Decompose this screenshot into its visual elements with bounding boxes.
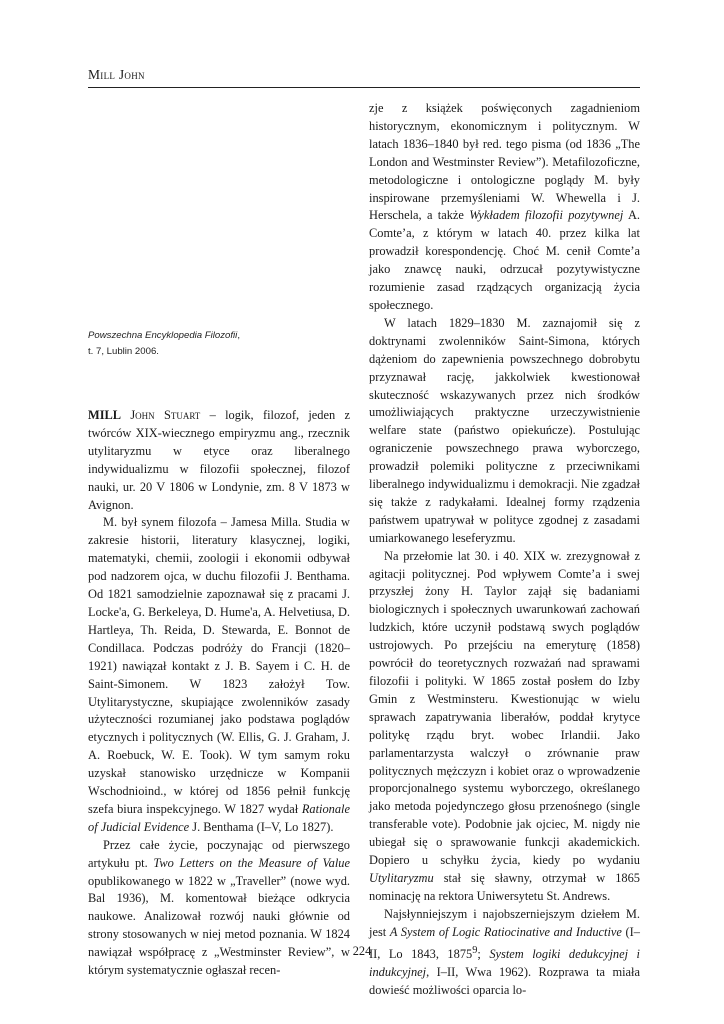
superscript: 9 xyxy=(472,944,478,956)
source-note xyxy=(88,328,338,360)
paragraph: W latach 1829–1830 M. zaznajomił się z doktrynami zwolenników Saint-Simona, których dążeniom do zapewnienia powszechnego dobrobytu przyznawał rację, jakkolwiek kwestionował skuteczność wskazywanych przez nich środków umożliwiających praktyczne urzeczywistnienie welfare state (państwo opiekuńcze). Postulując ograniczenie powszechnego prawa wyborczego, prowadził polemiki polityczne z przeciwnikami liberalnego indywidualizmu i demokracji. Nie zgadzał się także z radykałami. Idealnej formy rządzenia państwem upatrywał w polityce zgodnej z zasadami umiarkowanego leseferyzmu. xyxy=(369,315,640,545)
paragraph: Na przełomie lat 30. i 40. XIX w. zrezygnował z agitacji politycznej. Pod wpływem Comte’a i swej przyszłej żony H. Taylor zajął się badaniami biologicznych i społecznych uwarunkowań zachowań ludzkich, które uczynił podstawą swych poglądów ustrojowych. Po przejściu na emeryturę (1858) powrócił do teoretycznych rozważań nad sprawami filozofii i polityki. W 1865 został posłem do Izby Gmin z Westminsteru. Kwestionując w wielu sprawach zapatrywania liberałów, poddał krytyce politykę rządu bryt. wobec Irlandii. Jako parlamentarzysta walczył o zrównanie praw politycznych mężczyzn i kobiet oraz o wprowadzenie proporcjonalnego systemu wyborczego, określanego jako metoda pojedynczego głosu przenośnego (single transferable vote). Podobnie jak ojciec, M. nigdy nie ubiegał się o sprawowanie funkcji akademickich. Dopiero u schyłku życia, kiedy po wydaniu Utylitaryzmu stał się sławny, otrzymał w 1865 nominację na rektora Uniwersytetu St. Andrews. xyxy=(369,548,640,903)
paragraph: Najsłynniejszym i najobszerniejszym dziełem M. jest A System of Logic Ratiocinative and Inductive (I–II, Lo 1843, 1875$^9$; System logiki dedukcyjnej i indukcyjnej, I–II, Wwa 1962). Rozprawa ta miała dowieść możliwości oparcia lo- xyxy=(369,906,640,997)
paragraph: zje z książek poświęconych zagadnieniom historycznym, ekonomicznym i politycznym. W latach 1836–1840 był red. tego pisma (od 1836 „The London and Westminster Review”). Metafilozoficzne, metodologiczne i ontologiczne poglądy M. były inspirowane przemyśleniami W. Whewella i J. Herschela, a także Wykładem filozofii pozytywnej A. Comte’a, z którym w latach 40. przez kilka lat prowadził korespondencję. Choć M. cenił Comte’a jako znawcę nauki, odrzucał pozytywistyczne rozumienie zasad rządzących organizacją życia społecznego. xyxy=(369,101,640,312)
paragraph: Przez całe życie, poczynając od pierwszego artykułu pt. Two Letters on the Measure of Value opublikowanego w 1822 w „Traveller” (nowe wyd. Bal 1936), M. komentował bieżące odkrycia naukowe. Analizował rozwój nauki głównie od strony stosowanych w niej metod poznania. W 1824 nawiązał współpracę z „Westminster Review”, w którym systematycznie ogłaszał recen- xyxy=(88,837,350,978)
header-title: Mill John xyxy=(88,67,145,82)
left-column xyxy=(88,407,350,980)
page-number: 224 xyxy=(352,944,372,958)
source-note-line-1: Powszechna Encyklopedia Filozofii, xyxy=(88,330,240,341)
entry-headword: MILL xyxy=(88,408,122,422)
source-title: Powszechna Encyklopedia Filozofii xyxy=(88,330,238,341)
source-note-line-2: t. 7, Lublin 2006. xyxy=(88,346,159,357)
entry-headword-given-names: John Stuart xyxy=(130,408,201,422)
running-header xyxy=(88,66,640,88)
right-column xyxy=(369,100,640,999)
paragraph: M. był synem filozofa – Jamesa Milla. Studia w zakresie historii, literatury klasycznej, logiki, matematyki, chemii, zoologii i ekonomii odbywał pod nadzorem ojca, w duchu filozofii J. Benthama. Od 1821 samodzielnie zapoznawał się z pracami J. Locke'a, G. Berkeleya, D. Hume'a, A. Helvetiusa, D. Hartleya, Th. Reida, D. Stewarda, E. Bonnot de Condillaca. Podczas podróży do Francji (1820–1921) nawiązał kontakt z J. B. Sayem i C. H. de Saint-Simonem. W 1823 założył Tow. Utylitarystyczne, skupiające zwolenników zasady użyteczności rozumianej jako podstawa poglądów etycznych i politycznych (W. Ellis, G. J. Graham, J. A. Roebuck, W. E. Took). W tym samym roku uzyskał stanowisko urzędnicze w Kompanii Wschodnioind., w której od 1856 pełnił funkcję szefa biura inspekcyjnego. W 1827 wydał Rationale of Judicial Evidence J. Benthama (I–V, Lo 1827). xyxy=(88,515,350,834)
entry-lead-paragraph: MILL John Stuart – logik, filozof, jeden z twórców XIX-wiecznego empiryzmu ang., rzecznik utylitaryzmu w etyce oraz liberalnego indywidualizmu w filozofii społecznej, filozof nauki, ur. 20 V 1806 w Londynie, zm. 8 V 1873 w Avignon. xyxy=(88,408,350,512)
